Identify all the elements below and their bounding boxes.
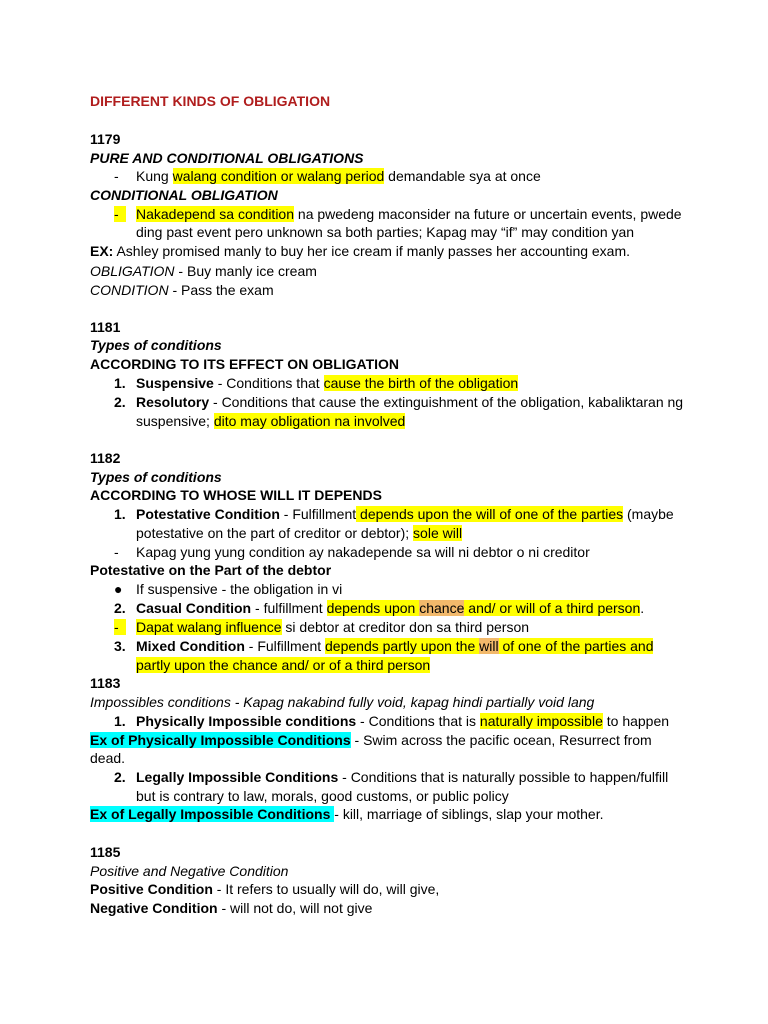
article-number-1179: 1179	[90, 131, 121, 147]
list-number: 2.	[114, 769, 126, 785]
list-item: Dapat walang influence si debtor at creditor don sa third person	[136, 619, 530, 635]
bullet-marker: ●	[114, 581, 123, 597]
subheading-positive-negative: Positive and Negative Condition	[90, 863, 289, 879]
condition-line: CONDITION - Pass the exam	[90, 282, 274, 298]
list-item: If suspensive - the obligation in vi	[136, 581, 343, 597]
list-item-continuation: ding past event pero unknown sa both parties; Kapag may “if” may condition yan	[136, 224, 635, 240]
list-number: 2.	[114, 394, 126, 410]
list-item-physically: Physically Impossible conditions - Conditions that is naturally impossible to happen	[136, 713, 670, 729]
example-continuation: dead.	[90, 750, 126, 766]
positive-condition-line: Positive Condition - It refers to usually will do, will give,	[90, 881, 440, 897]
list-item-continuation: suspensive; dito may obligation na involved	[136, 413, 406, 429]
list-item: Nakadepend sa condition na pwedeng maconsider na future or uncertain events, pwede	[136, 206, 682, 222]
heading-effect-on-obligation: ACCORDING TO ITS EFFECT ON OBLIGATION	[90, 356, 400, 372]
list-item-resolutory: Resolutory - Conditions that cause the extinguishment of the obligation, kabaliktaran ng	[136, 394, 684, 410]
example-legally: Ex of Legally Impossible Conditions - kill, marriage of siblings, slap your mother.	[90, 806, 604, 822]
list-item-mixed: Mixed Condition - Fulfillment depends partly upon the will of one of the parties and	[136, 638, 654, 654]
list-item-continuation: but is contrary to law, morals, good customs, or public policy	[136, 788, 509, 804]
list-number: 1.	[114, 713, 126, 729]
subheading-potestative-debtor: Potestative on the Part of the debtor	[90, 562, 332, 578]
list-item-casual: Casual Condition - fulfillment depends upon chance and/ or will of a third person.	[136, 600, 645, 616]
list-item-potestative: Potestative Condition - Fulfillment depends upon the will of one of the parties (maybe	[136, 506, 674, 522]
article-number-1183: 1183	[90, 675, 121, 691]
heading-pure-conditional: PURE AND CONDITIONAL OBLIGATIONS	[90, 150, 364, 166]
subheading-conditional-obligation: CONDITIONAL OBLIGATION	[90, 187, 278, 203]
obligation-line: OBLIGATION - Buy manly ice cream	[90, 263, 317, 279]
article-number-1182: 1182	[90, 450, 121, 466]
list-number: 2.	[114, 600, 126, 616]
subheading-types: Types of conditions	[90, 337, 222, 353]
list-item-continuation: partly upon the chance and/ or of a third person	[136, 657, 431, 673]
list-number: 3.	[114, 638, 126, 654]
negative-condition-line: Negative Condition - will not do, will not give	[90, 900, 373, 916]
dash-marker: -	[114, 206, 127, 222]
dash-marker: -	[114, 544, 119, 560]
article-number-1181: 1181	[90, 319, 121, 335]
subheading-types: Types of conditions	[90, 469, 222, 485]
article-number-1185: 1185	[90, 844, 121, 860]
list-number: 1.	[114, 375, 126, 391]
heading-whose-will: ACCORDING TO WHOSE WILL IT DEPENDS	[90, 487, 382, 503]
dash-marker: -	[114, 619, 127, 635]
list-item-legally: Legally Impossible Conditions - Conditions that is naturally possible to happen/fulfill	[136, 769, 669, 785]
list-item-continuation: potestative on the part of creditor or debtor); sole will	[136, 525, 463, 541]
list-number: 1.	[114, 506, 126, 522]
example-line: EX: Ashley promised manly to buy her ice cream if manly passes her accounting exam.	[90, 243, 631, 259]
example-physically: Ex of Physically Impossible Conditions - Swim across the pacific ocean, Resurrect from	[90, 732, 652, 748]
subheading-impossible: Impossibles conditions - Kapag nakabind fully void, kapag hindi partially void lang	[90, 694, 595, 710]
list-item-suspensive: Suspensive - Conditions that cause the birth of the obligation	[136, 375, 519, 391]
document-title: DIFFERENT KINDS OF OBLIGATION	[90, 93, 331, 109]
list-item: Kung walang condition or walang period demandable sya at once	[136, 168, 541, 184]
list-item: Kapag yung yung condition ay nakadepende sa will ni debtor o ni creditor	[136, 544, 590, 560]
dash-marker: -	[114, 168, 119, 184]
